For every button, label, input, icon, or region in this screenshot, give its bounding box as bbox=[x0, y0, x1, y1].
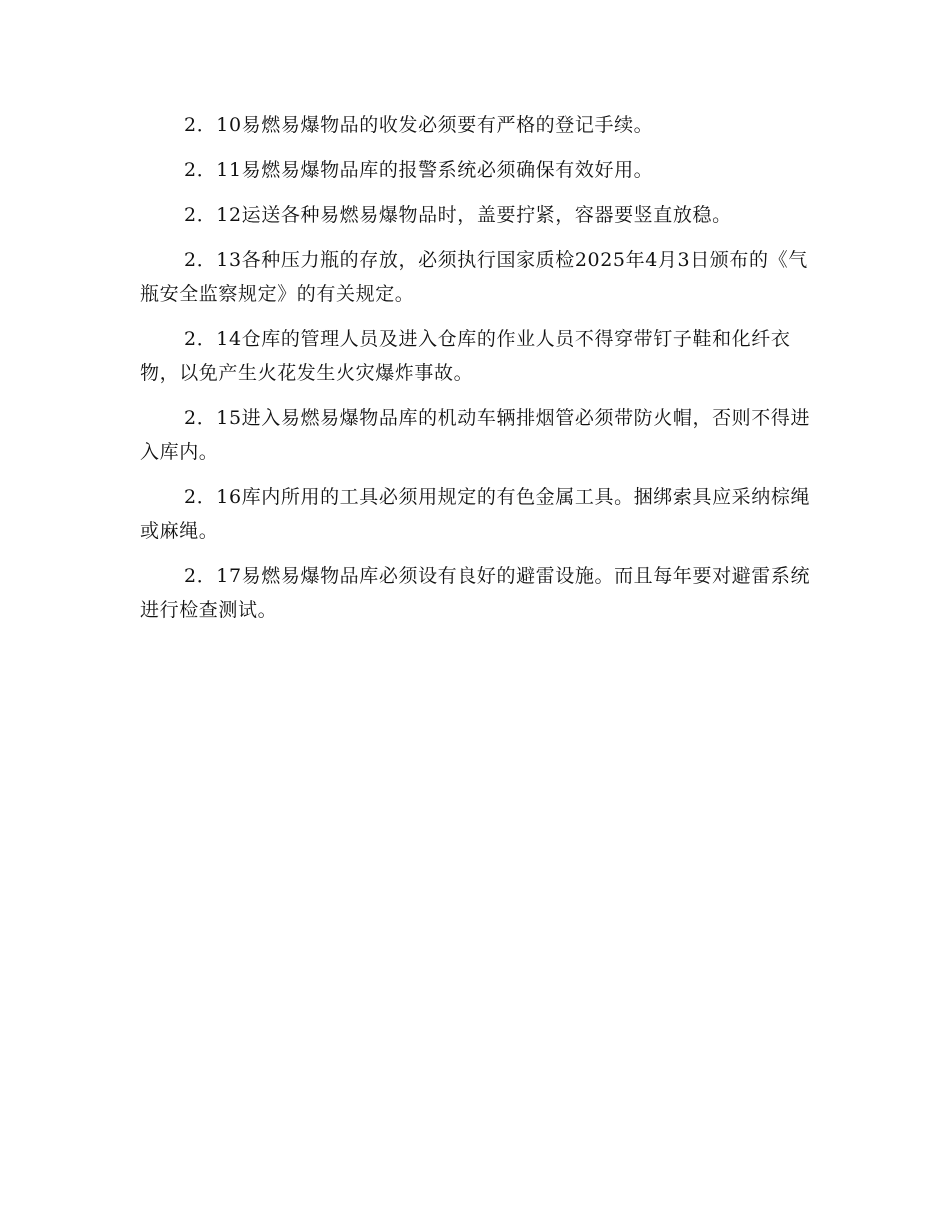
paragraph-2-10: 2．10易燃易爆物品的收发必须要有严格的登记手续。 bbox=[184, 114, 654, 136]
document-body bbox=[140, 108, 812, 638]
paragraph-2-16: 2．16库内所用的工具必须用规定的有色金属工具。捆绑索具应采纳棕绳或麻绳。 bbox=[140, 486, 811, 542]
paragraph-2-15: 2．15进入易燃易爆物品库的机动车辆排烟管必须带防火帽，否则不得进入库内。 bbox=[140, 407, 811, 463]
paragraph-2-11: 2．11易燃易爆物品库的报警系统必须确保有效好用。 bbox=[184, 159, 654, 181]
paragraph-2-13: 2．13各种压力瓶的存放，必须执行国家质检2025年4月3日颁布的《气瓶安全监察规定》的有关规定。 bbox=[140, 249, 808, 305]
paragraph-2-14: 2．14仓库的管理人员及进入仓库的作业人员不得穿带钉子鞋和化纤衣物，以免产生火花发生火灾爆炸事故。 bbox=[140, 328, 791, 384]
paragraph-2-12: 2．12运送各种易燃易爆物品时，盖要拧紧，容器要竖直放稳。 bbox=[184, 204, 732, 226]
paragraph-2-17: 2．17易燃易爆物品库必须设有良好的避雷设施。而且每年要对避雷系统进行检查测试。 bbox=[140, 565, 811, 621]
